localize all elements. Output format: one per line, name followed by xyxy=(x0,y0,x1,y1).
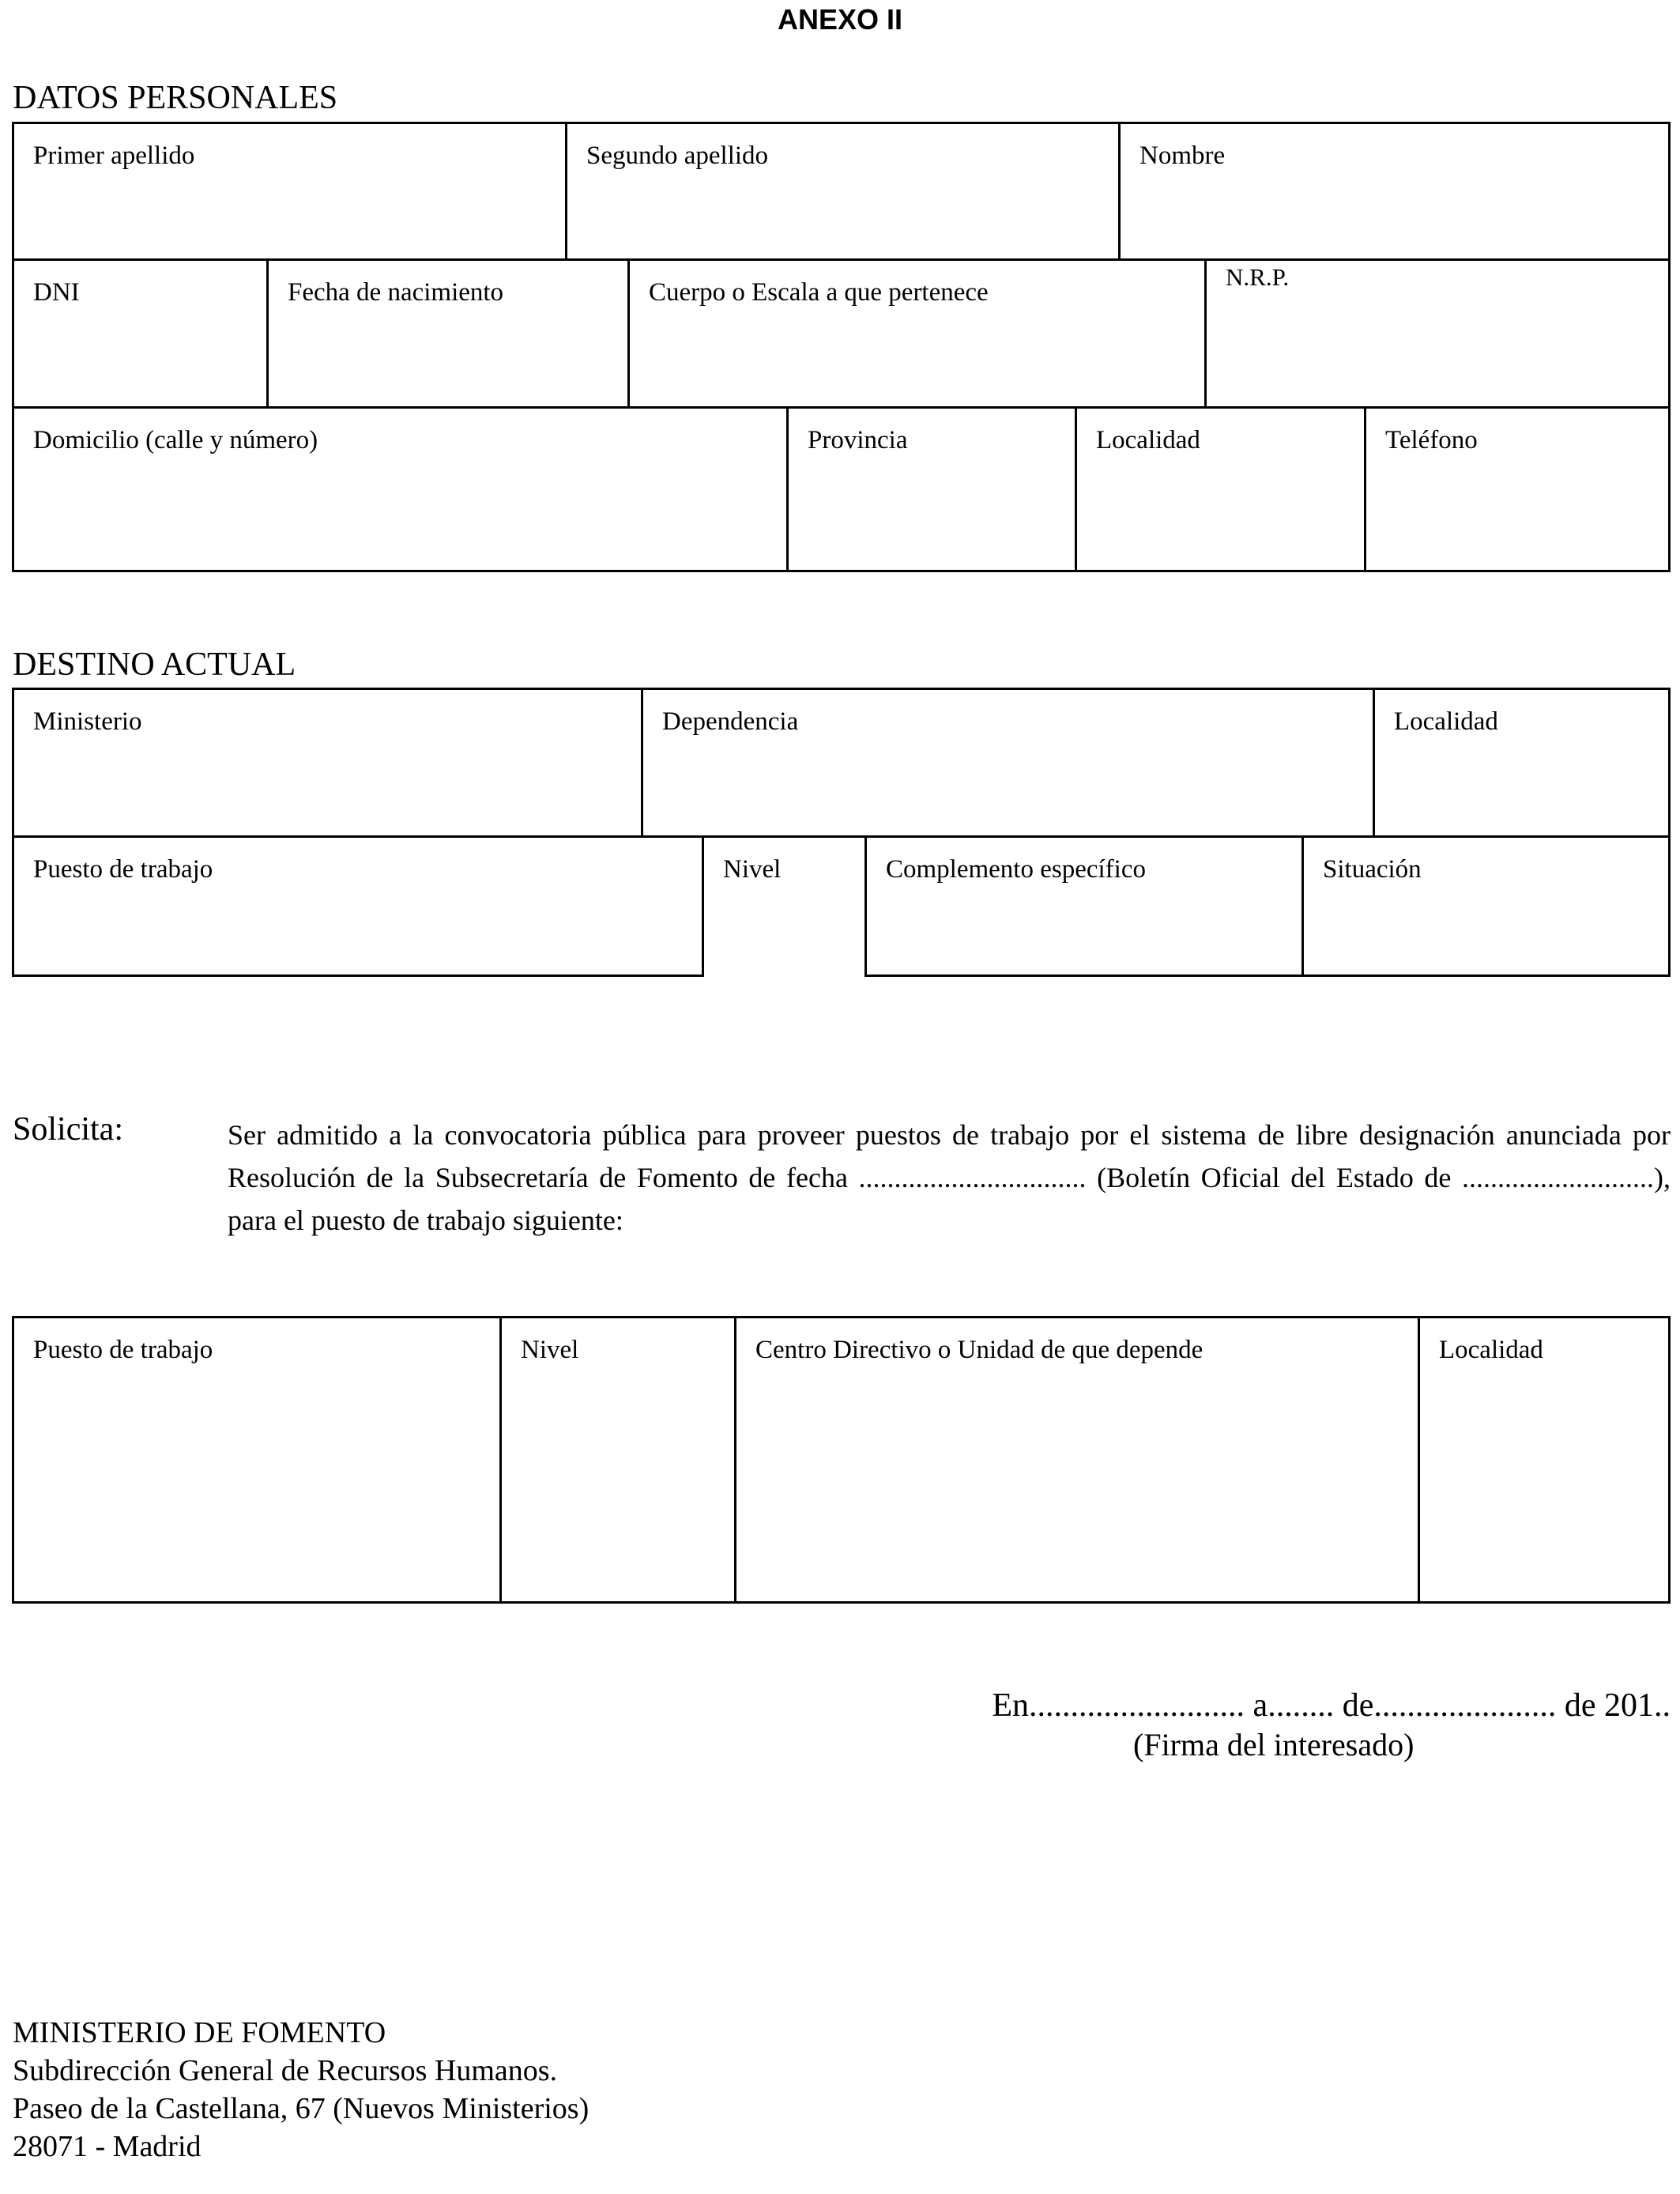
field-segundo-apellido[interactable] xyxy=(567,124,1121,258)
destino-actual-heading: DESTINO ACTUAL xyxy=(13,647,296,683)
field-localidad-destino[interactable] xyxy=(1375,690,1668,835)
date-line: En.......................... a........ de...................... de 201.. xyxy=(992,1687,1671,1724)
field-cuerpo-escala[interactable] xyxy=(630,261,1207,406)
solicita-label: Solicita: xyxy=(13,1111,123,1148)
field-label: N.R.P. xyxy=(1226,263,1290,291)
footer-city: 28071 - Madrid xyxy=(13,2130,202,2163)
destino-row-ministerio xyxy=(12,688,1671,838)
field-label: Primer apellido xyxy=(33,141,195,170)
field-puesto-trabajo[interactable] xyxy=(12,835,704,977)
personal-row-id xyxy=(12,258,1671,409)
field-label: Fecha de nacimiento xyxy=(288,278,504,307)
footer-street: Paseo de la Castellana, 67 (Nuevos Ministerios) xyxy=(13,2092,590,2125)
field-label: Puesto de trabajo xyxy=(33,855,213,884)
field-fecha-nacimiento[interactable] xyxy=(269,261,630,406)
annex-title: ANEXO II xyxy=(777,3,903,36)
field-label: Ministerio xyxy=(33,707,142,736)
field-label: Localidad xyxy=(1096,426,1200,454)
footer-ministry: MINISTERIO DE FOMENTO xyxy=(13,2016,386,2049)
field-label: Complemento específico xyxy=(886,855,1146,884)
field-centro-directivo[interactable] xyxy=(736,1318,1420,1601)
ministry-address xyxy=(13,2014,589,2166)
field-localidad[interactable] xyxy=(1077,409,1366,570)
field-complemento-especifico[interactable] xyxy=(867,835,1304,977)
field-label: Localidad xyxy=(1394,707,1498,736)
field-nrp[interactable] xyxy=(1207,261,1668,406)
field-label: Dependencia xyxy=(662,707,799,736)
field-label: Nivel xyxy=(521,1336,579,1364)
field-label: Nombre xyxy=(1139,141,1226,170)
field-situacion[interactable] xyxy=(1304,835,1671,977)
field-nivel-solicitado[interactable] xyxy=(502,1318,736,1601)
field-provincia[interactable] xyxy=(789,409,1077,570)
field-telefono[interactable] xyxy=(1366,409,1668,570)
destino-row-puesto xyxy=(12,835,1671,977)
field-puesto-solicitado[interactable] xyxy=(14,1318,502,1601)
field-label: Provincia xyxy=(808,426,908,454)
field-label: Domicilio (calle y número) xyxy=(33,426,318,454)
personal-row-names xyxy=(12,122,1671,261)
field-nombre[interactable] xyxy=(1121,124,1668,258)
field-label: DNI xyxy=(33,278,80,307)
field-label: Situación xyxy=(1323,855,1422,884)
field-dependencia[interactable] xyxy=(643,690,1375,835)
footer-department: Subdirección General de Recursos Humanos. xyxy=(13,2054,558,2087)
field-label: Centro Directivo o Unidad de que depende xyxy=(755,1336,1203,1364)
field-primer-apellido[interactable] xyxy=(14,124,567,258)
datos-personales-heading: DATOS PERSONALES xyxy=(13,80,338,116)
puesto-solicitado-row xyxy=(12,1316,1671,1604)
field-label: Puesto de trabajo xyxy=(33,1336,213,1364)
field-label: Localidad xyxy=(1439,1336,1543,1364)
field-label: Teléfono xyxy=(1385,426,1478,454)
personal-row-address xyxy=(12,406,1671,572)
solicita-text: Ser admitido a la convocatoria pública para proveer puestos de trabajo por el sistema de libre designación anunciada por Resolución de la Subsecretaría de Fomento de fecha ................................ (Boletín Oficial del Estado de ...........................), para el puesto de trabajo siguiente: xyxy=(228,1119,1671,1236)
field-dni[interactable] xyxy=(14,261,269,406)
field-ministerio[interactable] xyxy=(14,690,643,835)
field-nivel[interactable] xyxy=(704,835,867,977)
field-label: Cuerpo o Escala a que pertenece xyxy=(649,278,989,307)
field-label: Segundo apellido xyxy=(586,141,769,170)
signature-label: (Firma del interesado) xyxy=(1133,1727,1414,1762)
field-domicilio[interactable] xyxy=(14,409,789,570)
field-localidad-solicitada[interactable] xyxy=(1420,1318,1668,1601)
field-label: Nivel xyxy=(723,855,782,884)
